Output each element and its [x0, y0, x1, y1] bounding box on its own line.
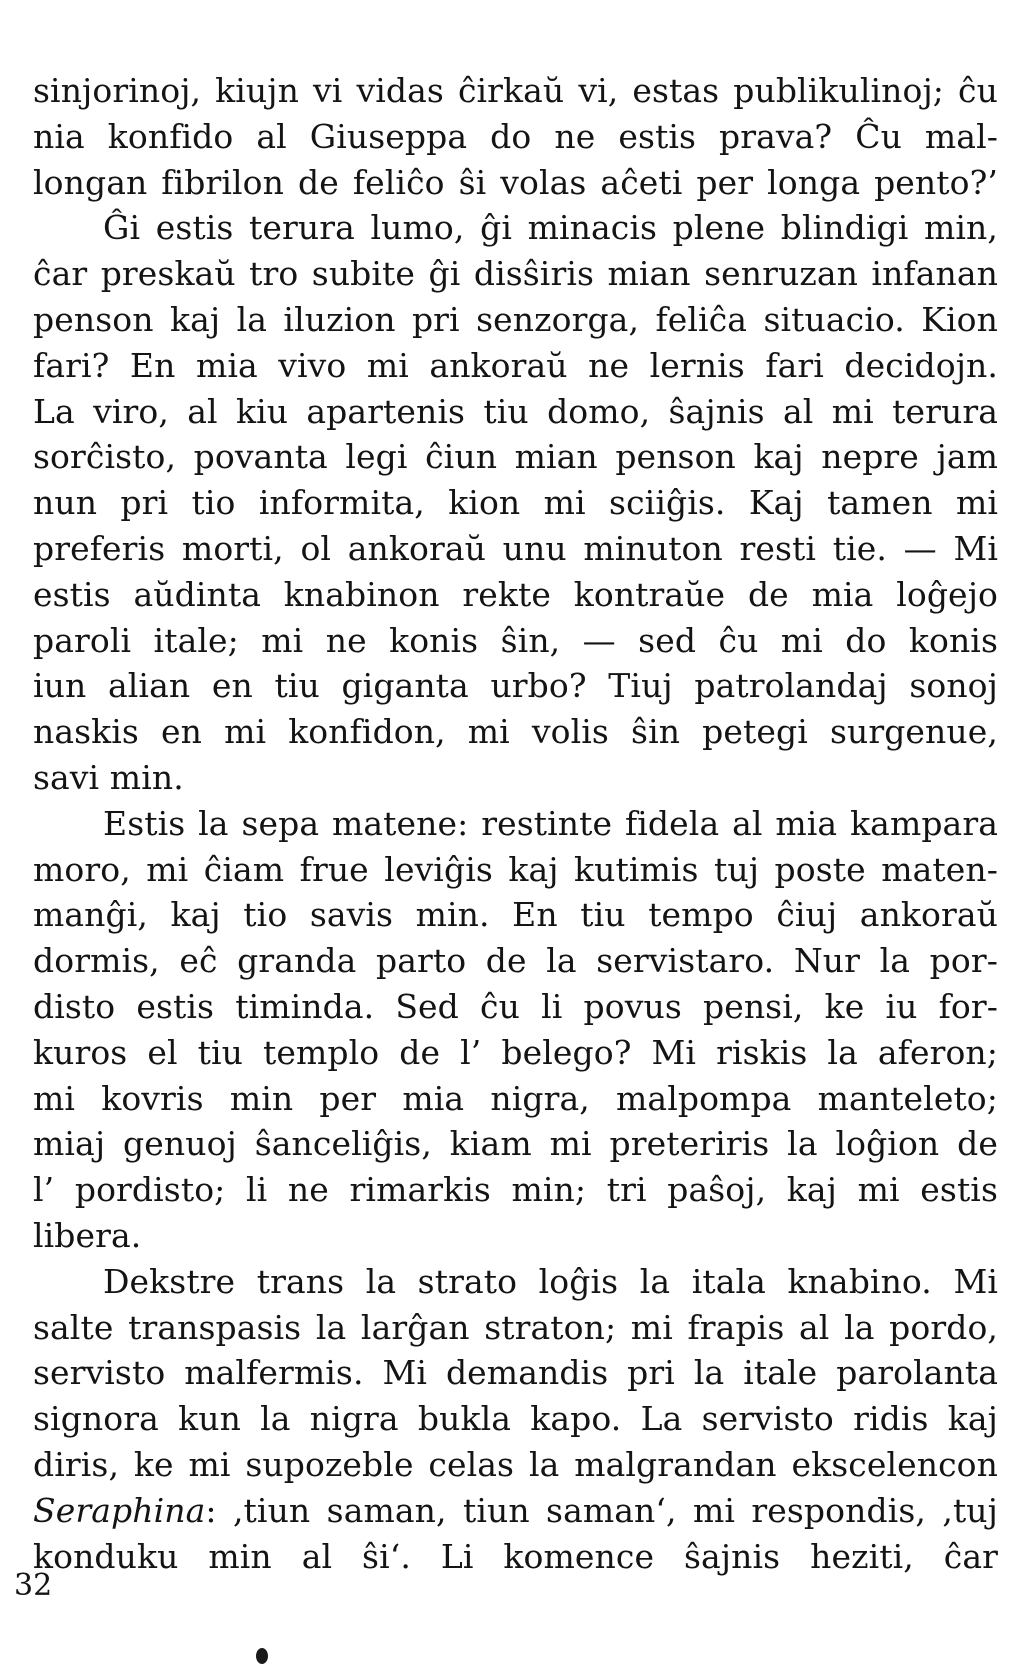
- text-line: naskis en mi konfidon, mi volis ŝin petegi surgenue,: [33, 712, 998, 752]
- text-line: paroli itale; mi ne konis ŝin, — sed ĉu mi do konis: [33, 620, 998, 660]
- paragraph-first-line: Estis la sepa matene: restinte fidela al mia kampara: [103, 803, 998, 843]
- line-remainder: : ,tiun saman, tiun saman‘, mi respondis, ,tuj: [205, 1490, 998, 1530]
- text-line: miaj genuoj ŝanceliĝis, kiam mi preteriris la loĝion de: [33, 1124, 998, 1164]
- italic-name: Seraphina: [33, 1490, 206, 1530]
- text-line: preferis morti, ol ankoraŭ unu minuton resti tie. — Mi: [33, 528, 998, 568]
- paragraph-first-line: Ĝi estis terura lumo, ĝi minacis plene blindigi min,: [103, 208, 998, 248]
- paragraph-last-line: savi min.: [33, 757, 184, 797]
- text-line: fari? En mia vivo mi ankoraŭ ne lernis fari decidojn.: [33, 345, 998, 385]
- ink-speck: [256, 1648, 268, 1664]
- text-line: manĝi, kaj tio savis min. En tiu tempo ĉiuj ankoraŭ: [33, 895, 998, 935]
- text-line: signora kun la nigra bukla kapo. La servisto ridis kaj: [33, 1399, 998, 1439]
- text-line: longan fibrilon de feliĉo ŝi volas aĉeti per longa pento?’: [33, 162, 998, 202]
- text-line: dormis, eĉ granda parto de la servistaro. Nur la por-: [33, 941, 998, 981]
- text-line: mi kovris min per mia nigra, malpompa manteleto;: [33, 1078, 998, 1118]
- text-line: diris, ke mi supozeble celas la malgrandan ekscelencon: [33, 1444, 998, 1484]
- text-line: sorĉisto, povanta legi ĉiun mian penson kaj nepre jam: [33, 437, 998, 477]
- body-text: [33, 68, 998, 1579]
- text-line: La viro, al kiu apartenis tiu domo, ŝajnis al mi terura: [33, 391, 998, 431]
- text-line: kuros el tiu templo de l’ belego? Mi riskis la aferon;: [33, 1032, 998, 1072]
- text-line: nun pri tio informita, kion mi sciiĝis. Kaj tamen mi: [33, 483, 998, 523]
- text-line: salte transpasis la larĝan straton; mi frapis al la pordo,: [33, 1307, 998, 1347]
- text-line-with-italic-name: [33, 1488, 998, 1534]
- text-line: penson kaj la iluzion pri senzorga, feliĉa situacio. Kion: [33, 299, 998, 339]
- text-line: servisto malfermis. Mi demandis pri la itale parolanta: [33, 1353, 998, 1393]
- page-number: 32: [14, 1568, 53, 1603]
- text-line: l’ pordisto; li ne rimarkis min; tri paŝoj, kaj mi estis: [33, 1170, 998, 1210]
- text-line: estis aŭdinta knabinon rekte kontraŭe de mia loĝejo: [33, 574, 998, 614]
- text-line: disto estis timinda. Sed ĉu li povus pensi, ke iu for-: [33, 986, 998, 1026]
- paragraph-first-line: Dekstre trans la strato loĝis la itala knabino. Mi: [103, 1261, 998, 1301]
- text-line: sinjorinoj, kiujn vi vidas ĉirkaŭ vi, estas publikulinoj; ĉu: [33, 71, 998, 110]
- text-line: konduku min al ŝi‘. Li komence ŝajnis heziti, ĉar: [33, 1536, 998, 1576]
- paragraph-last-line: libera.: [33, 1215, 142, 1255]
- text-line: nia konfido al Giuseppa do ne estis prava? Ĉu mal-: [33, 116, 998, 156]
- text-line: ĉar preskaŭ tro subite ĝi disŝiris mian senruzan infanan: [33, 254, 998, 294]
- text-line: iun alian en tiu giganta urbo? Tiuj patrolandaj sonoj: [33, 666, 998, 706]
- text-line: moro, mi ĉiam frue leviĝis kaj kutimis tuj poste maten-: [33, 849, 998, 889]
